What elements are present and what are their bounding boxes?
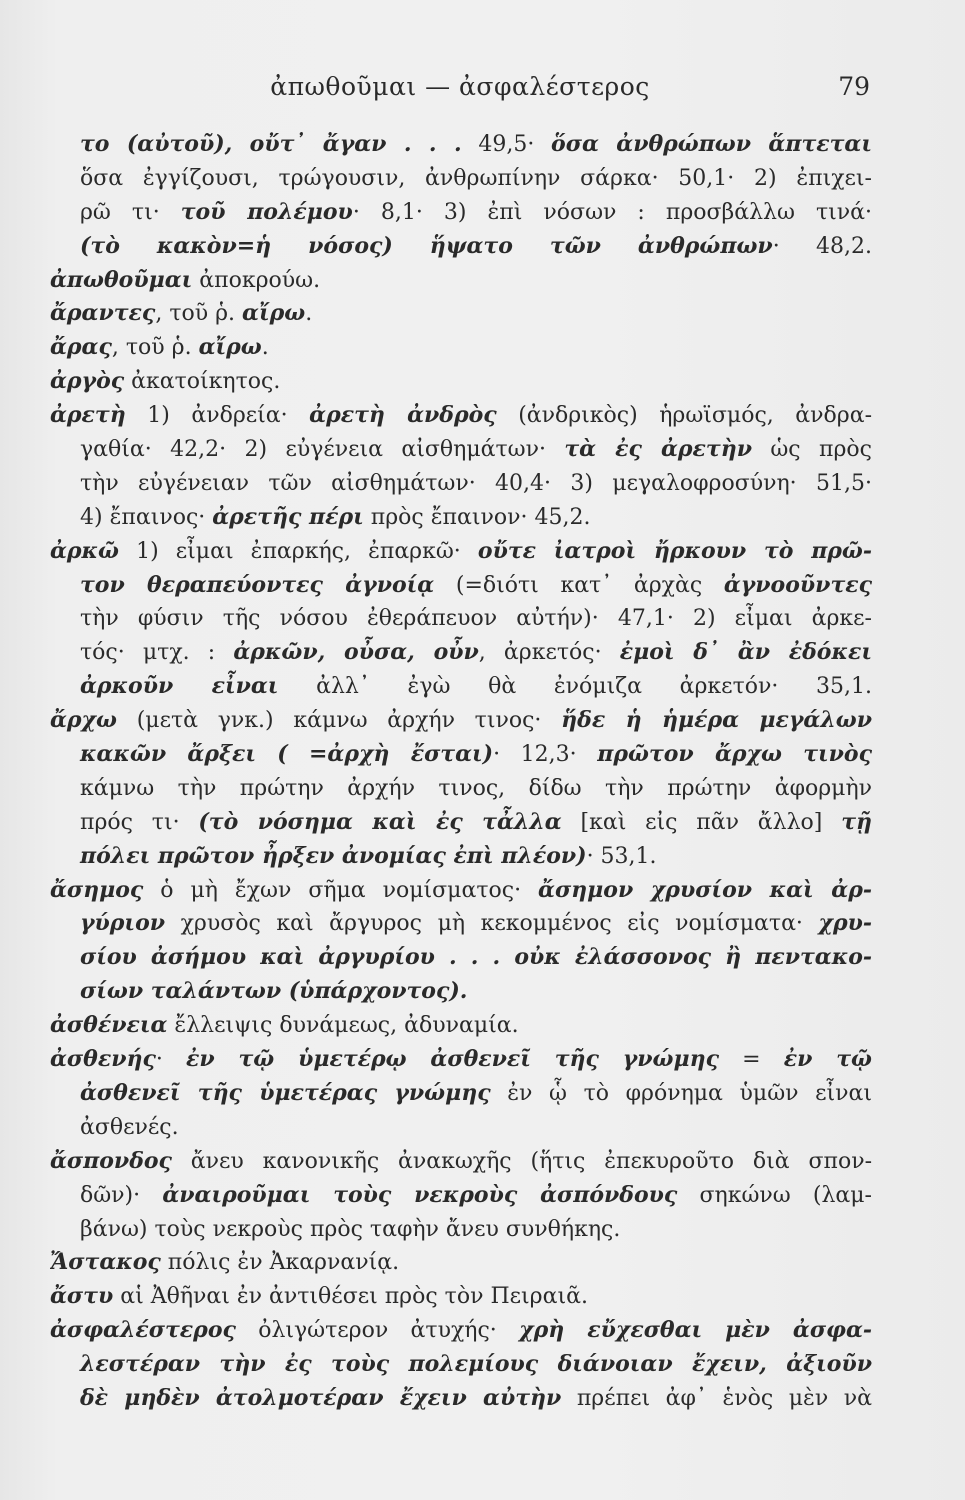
- headword-or-quote: ἥδε ἡ ἡμέρα μεγάλων: [561, 707, 872, 734]
- headword-or-quote: το (αὐτοῦ), οὔτ᾽ ἄγαν . . .: [80, 131, 462, 157]
- headword-or-quote: ἄσπονδος: [50, 1147, 172, 1174]
- definition-text: ἀποκρούω.: [192, 267, 321, 293]
- definition-text: 49,5·: [461, 132, 552, 157]
- text-line: [50, 569, 872, 603]
- text-line: [50, 331, 872, 365]
- definition-text: πρὸς ἔπαινον· 45,2.: [363, 504, 591, 530]
- text-line: [50, 1314, 872, 1348]
- definition-text: ὡς πρὸς: [751, 437, 872, 463]
- headword-or-quote: ἄρχω: [50, 707, 117, 734]
- text-line: [50, 1179, 872, 1213]
- headword-or-quote: πόλει πρῶτον ἦρξεν ἀνομίας ἐπὶ πλέον): [80, 842, 587, 869]
- headword-or-quote: σίου ἀσήμου καὶ ἀργυρίου . . . οὐκ ἐλάσσονος ἢ πεντακο-: [80, 944, 872, 971]
- text-line: [50, 399, 872, 433]
- headword-or-quote: ἄσημος: [50, 876, 144, 903]
- text-line: [50, 365, 872, 399]
- text-line: [50, 1348, 872, 1382]
- headword-or-quote: (τὸ κακὸν=ἡ νόσος) ἥψατο τῶν ἀνθρώπων: [80, 232, 773, 259]
- text-line: [50, 772, 872, 806]
- definition-text: γαθία· 42,2· 2) εὐγένεια αἰσθημάτων·: [80, 437, 565, 463]
- headword-or-quote: ἀρετὴ ἀνδρὸς: [309, 402, 497, 429]
- definition-text: ἔλλειψις δυνάμεως, ἀδυναμία.: [167, 1013, 519, 1039]
- headword-or-quote: τον θεραπεύοντες ἀγνοίᾳ: [80, 571, 435, 598]
- definition-text: (μετὰ γνκ.) κάμνω ἀρχήν τινος·: [116, 708, 562, 734]
- text-line: [50, 670, 872, 704]
- definition-text: · 8,1· 3) ἐπὶ νόσων : προσβάλλω τινά·: [352, 199, 872, 225]
- definition-text: ἀκατοίκητος.: [124, 369, 281, 395]
- text-line: [50, 1009, 872, 1043]
- headword-or-quote: πρῶτον ἄρχω τινὸς: [597, 741, 872, 768]
- headword-or-quote: ἀρκοῦν εἶναι: [80, 673, 279, 700]
- definition-text: (=διότι κατ᾽ ἀρχὰς: [434, 572, 724, 598]
- text-line: [50, 297, 872, 331]
- headword-or-quote: ἄσημον χρυσίον καὶ ἀρ-: [538, 876, 872, 903]
- headword-or-quote: ἀναιροῦμαι τοὺς νεκροὺς ἀσπόνδους: [162, 1181, 678, 1208]
- text-line: [50, 467, 872, 501]
- text-line: [50, 433, 872, 467]
- definition-text: [καὶ εἰς πᾶν ἄλλο]: [561, 809, 842, 835]
- definition-text: τὴν εὐγένειαν τῶν αἰσθημάτων· 40,4· 3) μεγαλοφροσύνη· 51,5·: [80, 470, 872, 496]
- headword-or-quote: ἀσθενεῖ τῆς ὑμετέρας γνώμης: [80, 1079, 491, 1106]
- headword-or-quote: ἄρας: [50, 334, 112, 361]
- headword-or-quote: ἀσφαλέστερος: [50, 1317, 236, 1344]
- definition-text: ὅσα ἐγγίζουσι, τρώγουσιν, ἀνθρωπίνην σάρκα· 50,1· 2) ἐπιχει-: [80, 165, 872, 191]
- definition-text: ἐν ᾧ τὸ φρόνημα ὑμῶν εἶναι: [490, 1080, 872, 1106]
- text-line: [50, 264, 872, 298]
- headword-or-quote: αἴρω: [198, 334, 262, 361]
- definition-text: ἀλλ᾽ ἐγὼ θὰ ἐνόμιζα ἀρκετόν· 35,1.: [278, 674, 872, 700]
- headword-or-quote: ἐν τῷ: [783, 1046, 872, 1073]
- text-line: [50, 196, 872, 230]
- definition-text: · 12,3·: [493, 742, 598, 768]
- definition-text: τός· μτχ. :: [80, 640, 234, 666]
- text-line: [50, 1077, 872, 1111]
- definition-text: 1) εἶμαι ἐπαρκής, ἐπαρκῶ·: [119, 538, 478, 564]
- text-line: [50, 1280, 872, 1314]
- text-line: [50, 230, 872, 264]
- definition-text: , τοῦ ῥ.: [111, 335, 199, 361]
- headword-or-quote: ἀρκῶ: [50, 537, 119, 564]
- definition-text: τὴν φύσιν τῆς νόσου ἐθεράπευον αὐτήν)· 47,1· 2) εἶμαι ἀρκε-: [80, 606, 872, 632]
- headword-or-quote: (τὸ νόσημα καὶ ἐς τἆλλα: [198, 808, 562, 835]
- definition-text: 1) ἀνδρεία·: [125, 403, 310, 429]
- text-line: [50, 1043, 872, 1077]
- headword-or-quote: οὔτε ἰατροὶ ἤρκουν τὸ πρῶ-: [477, 537, 872, 564]
- headword-or-quote: τῇ: [841, 808, 872, 835]
- definition-text: ρῶ τι·: [80, 199, 181, 225]
- text-line: [50, 1145, 872, 1179]
- definition-text: ἄνευ κανονικῆς ἀνακωχῆς (ἥτις ἐπεκυροῦτο διὰ σπον-: [171, 1148, 872, 1174]
- definition-text: · 48,2.: [772, 233, 872, 259]
- definition-text: .: [305, 301, 313, 327]
- text-line: [50, 636, 872, 670]
- headword-or-quote: ἄραντες: [50, 300, 156, 327]
- definition-text: (ἀνδρικὸς) ἡρωϊσμός, ἀνδρα-: [496, 403, 872, 429]
- definition-text: .: [261, 335, 269, 361]
- definition-text: · 53,1.: [586, 843, 657, 869]
- headword-or-quote: ἀσθένεια: [50, 1012, 168, 1039]
- definition-text: σηκώνω (λαμ-: [677, 1182, 872, 1208]
- text-line: [50, 738, 872, 772]
- text-line: [50, 1246, 872, 1280]
- headword-or-quote: τοῦ πολέμου: [180, 198, 353, 225]
- definition-text: χρυσὸς καὶ ἄργυρος μὴ κεκομμένος εἰς νομίσματα·: [165, 911, 819, 937]
- text-line: [50, 874, 872, 908]
- headword-or-quote: γύριον: [80, 910, 166, 937]
- text-line: [50, 501, 872, 535]
- running-header: [50, 72, 870, 108]
- definition-text: ὀλιγώτερον ἀτυχής·: [235, 1318, 520, 1344]
- headword-or-quote: τὰ ἐς ἀρετὴν: [564, 436, 752, 463]
- definition-text: , ἀρκετός·: [478, 640, 620, 666]
- headword-or-quote: ἄστυ: [50, 1283, 114, 1310]
- text-line: [50, 941, 872, 975]
- headword-or-quote: ἀγνοοῦντες: [723, 571, 872, 598]
- headword-or-quote: Ἄστακος: [50, 1249, 161, 1276]
- headword-or-quote: ἀπωθοῦμαι: [50, 266, 193, 293]
- text-line: [50, 162, 872, 196]
- definition-text: αἱ Ἀθῆναι ἐν ἀντιθέσει πρὸς τὸν Πειραιᾶ.: [113, 1284, 588, 1310]
- definition-text: , τοῦ ῥ.: [155, 301, 243, 327]
- definition-text: κάμνω τὴν πρώτην ἀρχήν τινος, δίδω τὴν πρώτην ἀφορμὴν: [80, 775, 872, 801]
- headword-or-quote: ἀρετὴ: [50, 402, 126, 429]
- definition-text: δῶν)·: [80, 1182, 163, 1208]
- headword-or-quote: ἐν τῷ ὑμετέρῳ ἀσθενεῖ τῆς γνώμης: [186, 1046, 719, 1073]
- headword-or-quote: αἴρω: [242, 300, 306, 327]
- text-line: [50, 1213, 872, 1247]
- dictionary-entries: [50, 128, 872, 1416]
- definition-text: =: [718, 1047, 784, 1073]
- text-line: [50, 1111, 872, 1145]
- headword-or-quote: λεστέραν τὴν ἐς τοὺς πολεμίους διάνοιαν ἔχειν, ἀξιοῦν: [80, 1351, 872, 1378]
- text-line: [50, 1382, 872, 1416]
- text-line: [50, 602, 872, 636]
- definition-text: ·: [155, 1047, 187, 1073]
- definition-text: 4) ἔπαινος·: [80, 504, 213, 530]
- headword-or-quote: σίων ταλάντων (ὑπάρχοντος).: [80, 978, 468, 1005]
- headword-or-quote: ἀργὸς: [50, 368, 125, 395]
- text-line: [50, 907, 872, 941]
- headword-or-quote: δὲ μηδὲν ἀτολμοτέραν ἔχειν αὐτὴν: [80, 1384, 562, 1411]
- text-line: [50, 704, 872, 738]
- text-line: [50, 806, 872, 840]
- text-line: [50, 840, 872, 874]
- headword-or-quote: ἐμοὶ δ᾽ ἂν ἐδόκει: [619, 639, 872, 666]
- headword-or-quote: χρυ-: [818, 910, 872, 937]
- headword-or-quote: ὅσα ἀνθρώπων ἅπτεται: [551, 131, 872, 157]
- text-line: [50, 128, 872, 162]
- definition-text: πόλις ἐν Ἀκαρνανίᾳ.: [160, 1250, 400, 1276]
- header-title: ἀπωθοῦμαι — ἀσφαλέστερος: [270, 72, 650, 101]
- headword-or-quote: κακῶν ἄρξει ( =ἀρχὴ ἔσται): [80, 741, 494, 768]
- headword-or-quote: ἀρετῆς πέρι: [212, 503, 364, 530]
- page-number: 79: [838, 72, 870, 101]
- definition-text: ὁ μὴ ἔχων σῆμα νομίσματος·: [143, 877, 539, 903]
- text-line: [50, 975, 872, 1009]
- headword-or-quote: ἀσθενής: [50, 1046, 156, 1073]
- definition-text: πρός τι·: [80, 809, 199, 835]
- definition-text: πρέπει ἀφ᾽ ἑνὸς μὲν νὰ: [561, 1385, 872, 1411]
- definition-text: ἀσθενές.: [80, 1114, 179, 1140]
- definition-text: βάνω) τοὺς νεκροὺς πρὸς ταφὴν ἄνευ συνθήκης.: [80, 1216, 621, 1242]
- text-line: [50, 535, 872, 569]
- headword-or-quote: ἀρκῶν, οὖσα, οὖν: [233, 639, 479, 666]
- headword-or-quote: χρὴ εὔχεσθαι μὲν ἀσφα-: [519, 1317, 872, 1344]
